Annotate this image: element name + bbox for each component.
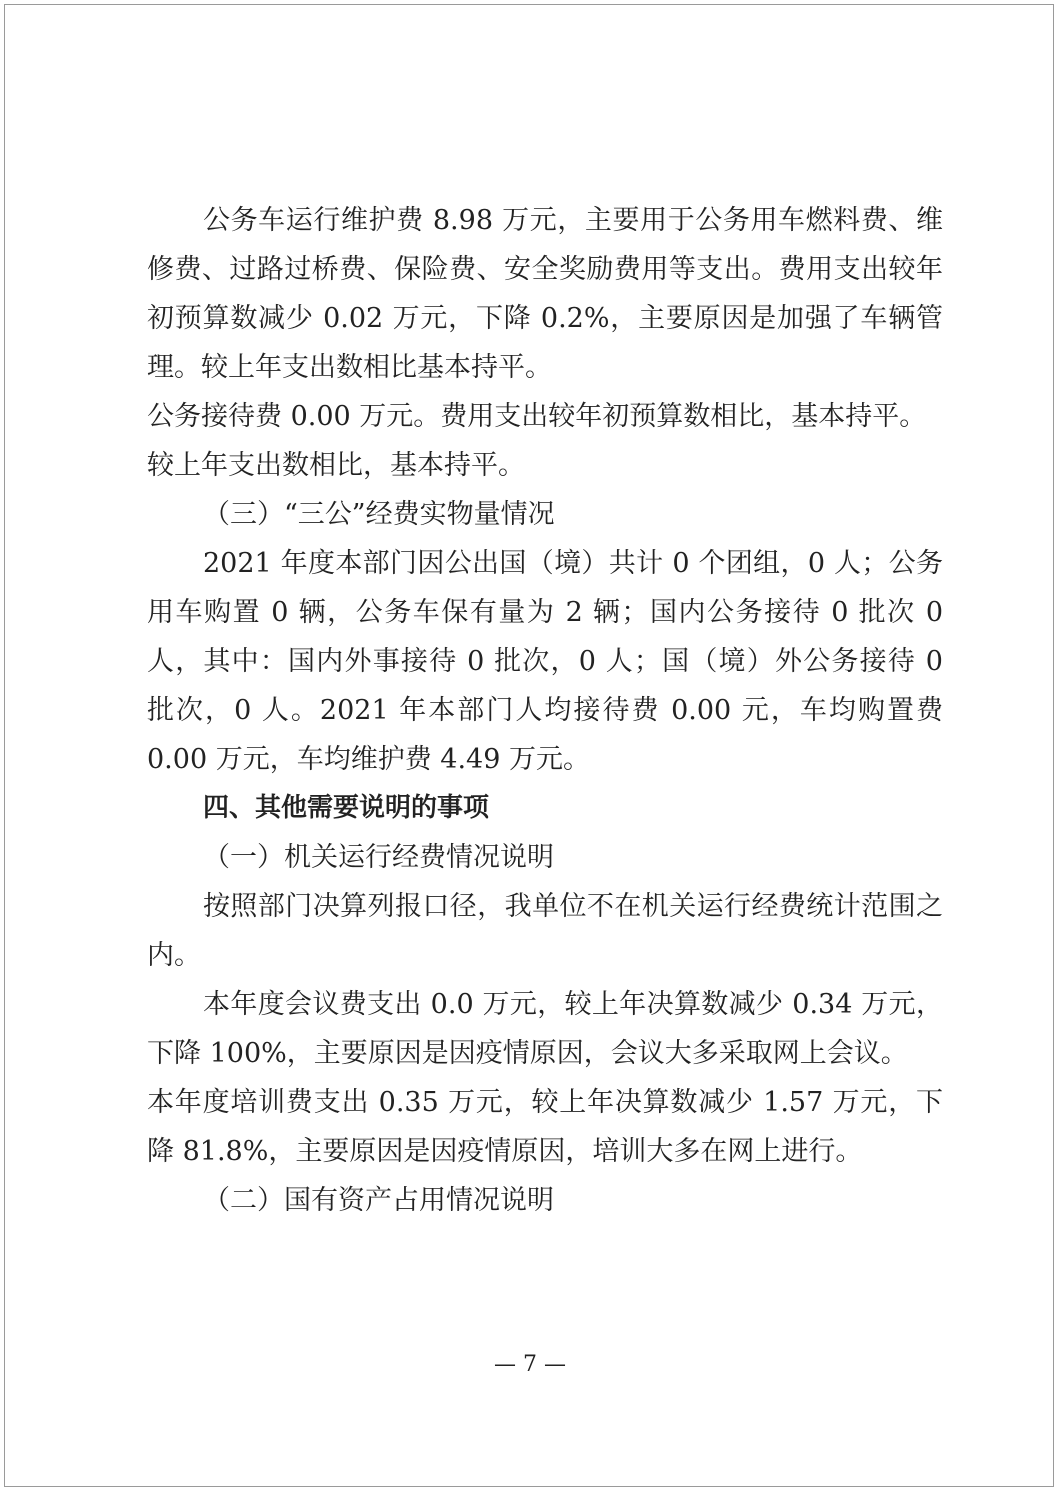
heading-section-four: 四、其他需要说明的事项 — [203, 793, 490, 823]
paragraph-training-fee: 本年度培训费支出 0.35 万元，较上年决算数减少 1.57 万元，下降 81.8%，主要原因是因疫情原因，培训大多在网上进行。 — [147, 1087, 943, 1167]
paragraph-reception-1: 公务接待费 0.00 万元。费用支出较年初预算数相比，基本持平。 — [147, 401, 927, 432]
heading-state-assets: （二）国有资产占用情况说明 — [203, 1185, 554, 1216]
paragraph-vehicle-maintenance: 公务车运行维护费 8.98 万元，主要用于公务用车燃料费、维修费、过路过桥费、保险费、安全奖励费用等支出。费用支出较年初预算数减少 0.02 万元，下降 0.2%，主要原因是加强了车辆管理。较上年支出数相比基本持平。 — [147, 205, 943, 383]
paragraph-reception-2: 较上年支出数相比，基本持平。 — [147, 450, 525, 481]
heading-three-public-physical: （三）“三公”经费实物量情况 — [203, 499, 555, 530]
page-number: — 7 — — [494, 1352, 566, 1377]
paragraph-physical-quantity: 2021 年度本部门因公出国（境）共计 0 个团组，0 人；公务用车购置 0 辆，公务车保有量为 2 辆；国内公务接待 0 批次 0 人，其中：国内外事接待 0 批次，0 人；国（境）外公务接待 0 批次，0 人。2021 年本部门人均接待费 0.00 元，车均购置费 0.00 万元，车均维护费 4.49 万元。 — [147, 548, 943, 775]
document-body — [147, 196, 943, 1225]
paragraph-meeting-fee: 本年度会议费支出 0.0 万元，较上年决算数减少 0.34 万元，下降 100%，主要原因是因疫情原因，会议大多采取网上会议。 — [147, 989, 943, 1069]
heading-agency-operation: （一）机关运行经费情况说明 — [203, 842, 554, 873]
paragraph-agency-operation: 按照部门决算列报口径，我单位不在机关运行经费统计范围之内。 — [147, 891, 943, 971]
